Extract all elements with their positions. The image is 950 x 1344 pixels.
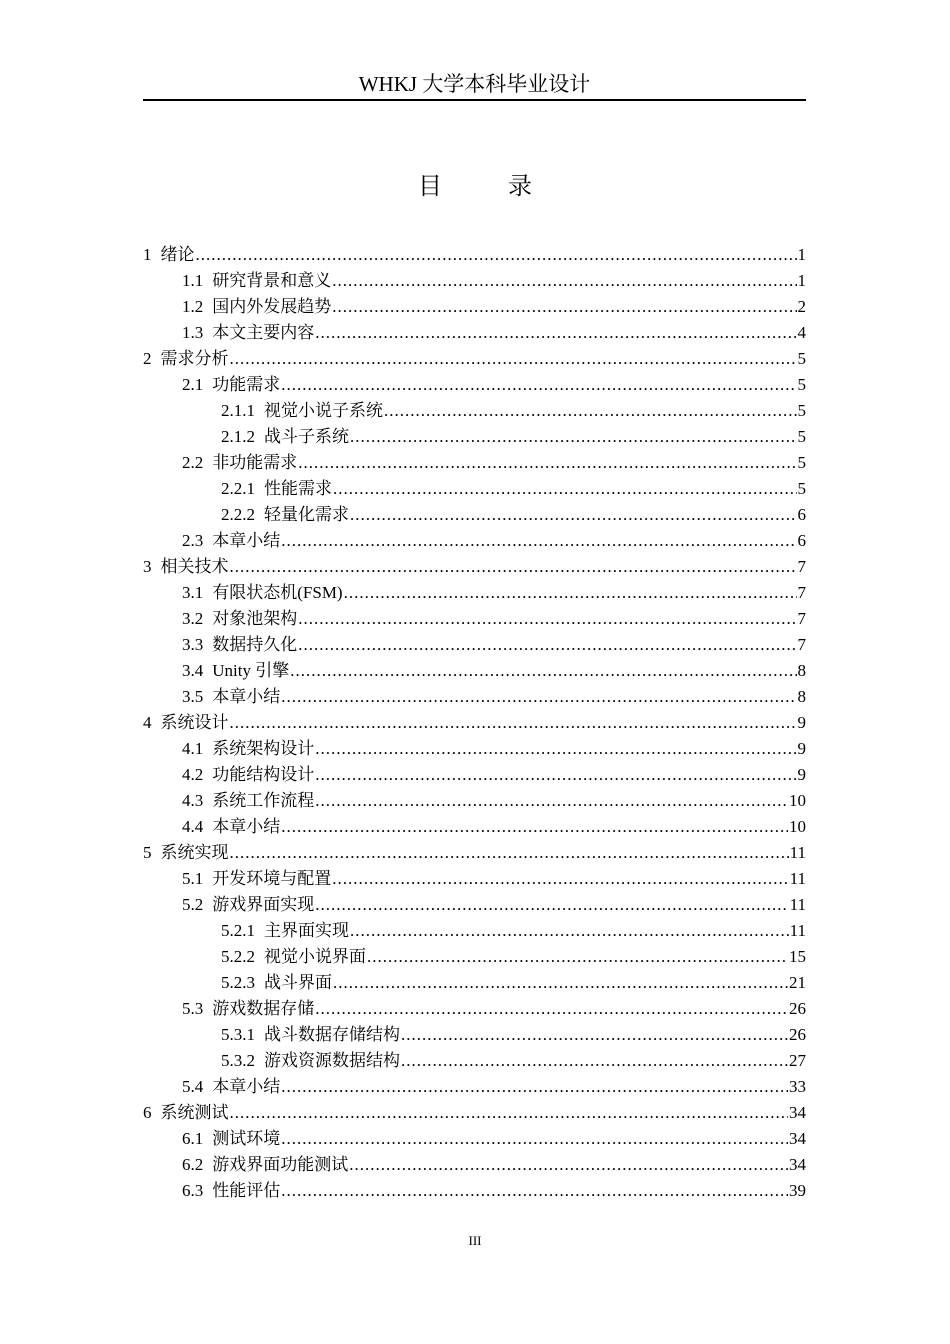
toc-entry-number: 5.2.1: [221, 921, 255, 940]
toc-entry[interactable]: [143, 970, 806, 996]
toc-leader-dots: [281, 684, 796, 710]
toc-entry-number: 3.4: [182, 661, 204, 680]
toc-entry-number: 4.2: [182, 765, 204, 784]
toc-entry-number: 2.2: [182, 453, 204, 472]
toc-entry[interactable]: [143, 658, 806, 684]
toc-entry-page: 26: [789, 999, 806, 1018]
toc-entry-number: 3.2: [182, 609, 204, 628]
toc-entry-page: 5: [797, 401, 806, 420]
toc-entry-page: 11: [789, 921, 806, 940]
toc-entry[interactable]: [143, 814, 806, 840]
toc-entry-number: 2.3: [182, 531, 204, 550]
toc-leader-dots: [196, 242, 797, 268]
toc-leader-dots: [332, 294, 796, 320]
toc-leader-dots: [281, 1178, 788, 1204]
toc-leader-dots: [298, 632, 796, 658]
toc-leader-dots: [332, 268, 796, 294]
toc-entry[interactable]: [143, 424, 806, 450]
toc-entry[interactable]: [143, 242, 806, 268]
toc-leader-dots: [315, 762, 796, 788]
toc-entry-page: 21: [789, 973, 806, 992]
toc-entry[interactable]: [143, 736, 806, 762]
toc-leader-dots: [230, 1100, 789, 1126]
toc-entry-number: 6.3: [182, 1181, 204, 1200]
toc-entry-number: 2.1: [182, 375, 204, 394]
toc-entry-page: 5: [797, 427, 806, 446]
toc-entry-number: 1.2: [182, 297, 204, 316]
toc-entry-number: 3.3: [182, 635, 204, 654]
toc-entry-title: 研究背景和意义: [212, 271, 332, 290]
toc-entry-number: 5.2.2: [221, 947, 255, 966]
toc-leader-dots: [230, 554, 797, 580]
toc-entry[interactable]: [143, 866, 806, 892]
toc-entry-title: 本章小结: [212, 817, 281, 836]
toc-leader-dots: [298, 450, 796, 476]
toc-entry-number: 2.2.2: [221, 505, 255, 524]
toc-entry-number: 4.4: [182, 817, 204, 836]
toc-entry-title: 绪论: [160, 245, 195, 264]
toc-entry[interactable]: [143, 1022, 806, 1048]
toc-entry-number: 5: [143, 843, 152, 862]
toc-entry-title: 游戏数据存储: [212, 999, 315, 1018]
toc-entry-page: 7: [797, 635, 806, 654]
toc-entry-number: 2: [143, 349, 152, 368]
toc-leader-dots: [344, 580, 797, 606]
toc-entry-number: 3: [143, 557, 152, 576]
toc-entry[interactable]: [143, 528, 806, 554]
toc-entry-title: 系统测试: [160, 1103, 229, 1122]
toc-entry-page: 15: [789, 947, 806, 966]
toc-entry-page: 11: [789, 869, 806, 888]
toc-leader-dots: [333, 970, 788, 996]
toc-leader-dots: [281, 814, 788, 840]
toc-entry[interactable]: [143, 580, 806, 606]
toc-entry-title: 系统工作流程: [212, 791, 315, 810]
toc-leader-dots: [367, 944, 788, 970]
toc-entry-title: 相关技术: [160, 557, 229, 576]
toc-entry-page: 5: [797, 479, 806, 498]
toc-entry-title: 开发环境与配置: [212, 869, 332, 888]
table-of-contents: [143, 242, 806, 1204]
toc-leader-dots: [281, 372, 796, 398]
toc-leader-dots: [281, 1126, 788, 1152]
toc-entry-title: 战斗数据存储结构: [264, 1025, 400, 1044]
toc-entry-title: 测试环境: [212, 1129, 281, 1148]
toc-entry[interactable]: [143, 840, 806, 866]
toc-entry-page: 4: [797, 323, 806, 342]
toc-entry-page: 11: [789, 843, 806, 862]
toc-entry-number: 2.1.1: [221, 401, 255, 420]
toc-leader-dots: [315, 736, 796, 762]
toc-entry-page: 2: [797, 297, 806, 316]
toc-entry[interactable]: [143, 1152, 806, 1178]
toc-entry-title: 游戏界面实现: [212, 895, 315, 914]
toc-entry-number: 3.1: [182, 583, 204, 602]
toc-entry-title: 需求分析: [160, 349, 229, 368]
toc-entry[interactable]: [143, 918, 806, 944]
toc-leader-dots: [230, 840, 789, 866]
page-number: III: [468, 1233, 482, 1248]
toc-entry-title: 系统架构设计: [212, 739, 315, 758]
toc-leader-dots: [401, 1022, 788, 1048]
toc-leader-dots: [332, 866, 788, 892]
toc-entry-number: 5.2.3: [221, 973, 255, 992]
toc-leader-dots: [230, 346, 797, 372]
toc-leader-dots: [315, 996, 788, 1022]
toc-entry[interactable]: [143, 710, 806, 736]
toc-entry[interactable]: [143, 346, 806, 372]
toc-entry[interactable]: [143, 1074, 806, 1100]
toc-entry-number: 4: [143, 713, 152, 732]
toc-entry[interactable]: [143, 320, 806, 346]
toc-entry-page: 6: [797, 505, 806, 524]
toc-entry-page: 5: [797, 375, 806, 394]
toc-entry-number: 6.1: [182, 1129, 204, 1148]
toc-leader-dots: [349, 1152, 788, 1178]
toc-entry-title: 轻量化需求: [264, 505, 349, 524]
toc-entry-page: 8: [797, 661, 806, 680]
toc-entry-title: 战斗界面: [264, 973, 332, 992]
toc-entry[interactable]: [143, 632, 806, 658]
toc-entry[interactable]: [143, 1178, 806, 1204]
toc-entry-title: 性能评估: [212, 1181, 281, 1200]
toc-entry-title: 视觉小说子系统: [264, 401, 383, 420]
toc-entry-title: 系统实现: [160, 843, 229, 862]
toc-entry-page: 34: [789, 1155, 806, 1174]
toc-entry-page: 39: [789, 1181, 806, 1200]
toc-entry-page: 9: [797, 739, 806, 758]
toc-entry-title: 性能需求: [264, 479, 332, 498]
toc-entry-page: 9: [797, 765, 806, 784]
toc-entry-title: 系统设计: [160, 713, 229, 732]
toc-entry[interactable]: [143, 892, 806, 918]
toc-leader-dots: [333, 476, 797, 502]
toc-entry-title: 游戏资源数据结构: [264, 1051, 400, 1070]
toc-entry-page: 5: [797, 453, 806, 472]
toc-entry-title: Unity 引擎: [212, 661, 290, 680]
toc-entry[interactable]: [143, 788, 806, 814]
toc-entry[interactable]: [143, 1100, 806, 1126]
header-divider: [143, 99, 806, 101]
toc-entry-title: 功能需求: [212, 375, 281, 394]
toc-entry-number: 1: [143, 245, 152, 264]
page-header-title: WHKJ 大学本科毕业设计: [358, 72, 591, 96]
toc-entry[interactable]: [143, 294, 806, 320]
toc-entry-page: 34: [789, 1129, 806, 1148]
toc-entry[interactable]: [143, 684, 806, 710]
toc-leader-dots: [230, 710, 797, 736]
toc-leader-dots: [384, 398, 797, 424]
toc-entry[interactable]: [143, 1126, 806, 1152]
toc-entry-number: 5.3: [182, 999, 204, 1018]
toc-entry[interactable]: [143, 268, 806, 294]
toc-entry-title: 本文主要内容: [212, 323, 315, 342]
toc-entry-title: 功能结构设计: [212, 765, 315, 784]
toc-leader-dots: [281, 528, 796, 554]
toc-entry-number: 6.2: [182, 1155, 204, 1174]
toc-entry[interactable]: [143, 606, 806, 632]
toc-leader-dots: [298, 606, 796, 632]
toc-entry-number: 6: [143, 1103, 152, 1122]
toc-entry-number: 1.1: [182, 271, 204, 290]
toc-entry-title: 视觉小说界面: [264, 947, 366, 966]
toc-entry[interactable]: [143, 502, 806, 528]
toc-entry-page: 27: [789, 1051, 806, 1070]
toc-entry[interactable]: [143, 1048, 806, 1074]
toc-entry-page: 26: [789, 1025, 806, 1044]
toc-entry-number: 5.3.2: [221, 1051, 255, 1070]
toc-entry-number: 2.2.1: [221, 479, 255, 498]
toc-entry-title: 本章小结: [212, 687, 281, 706]
toc-entry-page: 34: [789, 1103, 806, 1122]
toc-entry-title: 有限状态机(FSM): [212, 583, 343, 602]
toc-entry-page: 5: [797, 349, 806, 368]
toc-entry-number: 2.1.2: [221, 427, 255, 446]
toc-entry-number: 5.4: [182, 1077, 204, 1096]
toc-entry-page: 6: [797, 531, 806, 550]
toc-entry-number: 4.1: [182, 739, 204, 758]
toc-entry-number: 5.3.1: [221, 1025, 255, 1044]
toc-entry-number: 1.3: [182, 323, 204, 342]
toc-entry-title: 主界面实现: [264, 921, 349, 940]
toc-entry-page: 11: [789, 895, 806, 914]
toc-leader-dots: [350, 424, 797, 450]
toc-entry-page: 1: [797, 271, 806, 290]
toc-entry-page: 33: [789, 1077, 806, 1096]
toc-entry[interactable]: [143, 996, 806, 1022]
toc-entry-title: 游戏界面功能测试: [212, 1155, 349, 1174]
toc-entry-page: 10: [789, 791, 806, 810]
toc-title: 目 录: [418, 174, 562, 200]
toc-entry-title: 数据持久化: [212, 635, 298, 654]
toc-entry-number: 4.3: [182, 791, 204, 810]
toc-entry-title: 战斗子系统: [264, 427, 349, 446]
toc-entry[interactable]: [143, 450, 806, 476]
toc-entry[interactable]: [143, 476, 806, 502]
toc-entry-number: 5.2: [182, 895, 204, 914]
toc-entry-page: 7: [797, 583, 806, 602]
toc-entry-title: 非功能需求: [212, 453, 298, 472]
toc-entry[interactable]: [143, 398, 806, 424]
toc-entry-page: 9: [797, 713, 806, 732]
toc-entry-title: 本章小结: [212, 1077, 281, 1096]
toc-leader-dots: [315, 320, 796, 346]
toc-entry[interactable]: [143, 762, 806, 788]
toc-entry-page: 1: [797, 245, 806, 264]
toc-leader-dots: [350, 502, 797, 528]
toc-entry-page: 7: [797, 609, 806, 628]
toc-entry-title: 国内外发展趋势: [212, 297, 332, 316]
toc-leader-dots: [315, 788, 788, 814]
toc-entry[interactable]: [143, 944, 806, 970]
toc-entry-title: 对象池架构: [212, 609, 298, 628]
toc-leader-dots: [281, 1074, 788, 1100]
toc-entry-page: 10: [789, 817, 806, 836]
toc-leader-dots: [401, 1048, 788, 1074]
toc-entry[interactable]: [143, 372, 806, 398]
toc-entry-page: 7: [797, 557, 806, 576]
toc-entry[interactable]: [143, 554, 806, 580]
toc-leader-dots: [315, 892, 788, 918]
toc-entry-number: 5.1: [182, 869, 204, 888]
toc-entry-page: 8: [797, 687, 806, 706]
toc-leader-dots: [350, 918, 789, 944]
toc-leader-dots: [290, 658, 796, 684]
toc-entry-number: 3.5: [182, 687, 204, 706]
toc-entry-title: 本章小结: [212, 531, 281, 550]
